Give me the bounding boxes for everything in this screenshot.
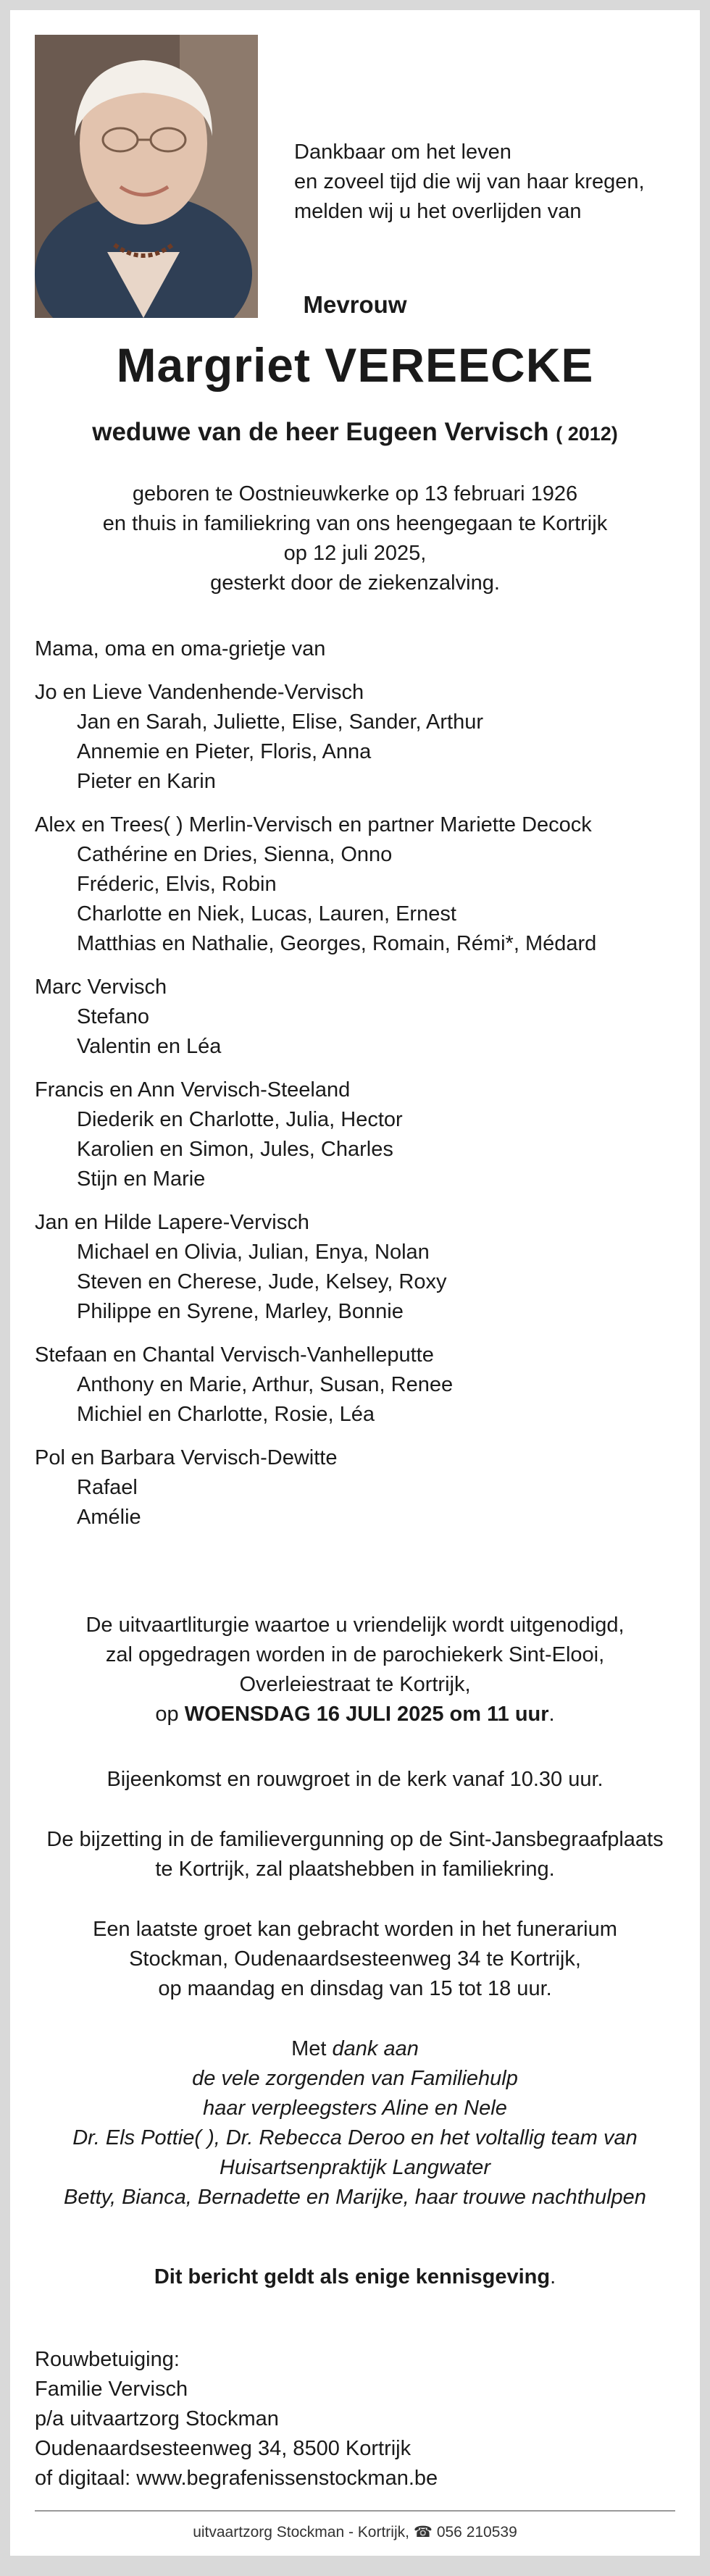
thanks-line: de vele zorgenden van Familiehulp [192,2067,518,2090]
intro-line: en zoveel tijd die wij van haar kregen, [294,170,645,193]
condolences-line: Familie Vervisch [35,2378,188,2401]
family-member: Jan en Sarah, Juliette, Elise, Sander, Arthur [77,710,483,734]
birth-line: en thuis in familiekring van ons heengegaan te Kortrijk [102,512,608,535]
widow-line [10,418,700,447]
family-member: Matthias en Nathalie, Georges, Romain, Rémi*, Médard [77,932,597,955]
birth-line: gesterkt door de ziekenzalving. [210,571,500,595]
family-group-head: Marc Vervisch [35,976,167,999]
funeral-date-bold: WOENSDAG 16 JULI 2025 om 11 uur [184,1703,549,1726]
family-member: Anthony en Marie, Arthur, Susan, Renee [77,1373,454,1396]
thanks-line: haar verpleegsters Aline en Nele [203,2097,507,2120]
family-member: Michael en Olivia, Julian, Enya, Nolan [77,1241,430,1264]
widow-text: weduwe van de heer Eugeen Vervisch [92,418,549,446]
honorific: Mevrouw [303,291,407,318]
thanks-line: Dr. Els Pottie( ), Dr. Rebecca Deroo en het voltallig team van [72,2126,638,2149]
family-member: Stefano [77,1005,149,1028]
thanks-line: Huisartsenpraktijk Langwater [220,2156,490,2179]
funeral-line: zal opgedragen worden in de parochiekerk Sint-Elooi, [105,1643,605,1666]
thanks-lead [10,2034,700,2064]
obituary-card [10,10,700,2556]
notice-line [10,2265,700,2289]
phone-icon: ☎ [413,2524,433,2541]
family-member: Steven en Cherese, Jude, Kelsey, Roxy [77,1270,447,1293]
portrait-photo [35,35,258,318]
family-member: Charlotte en Niek, Lucas, Lauren, Ernest [77,902,456,926]
family-member: Diederik en Charlotte, Julia, Hector [77,1108,403,1131]
deceased-name: Margriet VEREECKE [116,338,594,392]
birth-death-details [10,479,700,598]
family-member: Stijn en Marie [77,1167,206,1191]
family-group-head: Jo en Lieve Vandenhende-Vervisch [35,681,364,704]
thanks-line: Betty, Bianca, Bernadette en Marijke, haar trouwe nachthulpen [64,2186,646,2209]
footer-divider [35,2510,675,2512]
family-group-head: Jan en Hilde Lapere-Vervisch [35,1211,309,1234]
family-member: Amélie [77,1506,141,1529]
widow-year: ( 2012) [556,423,618,445]
thanks-lead-italic: dank aan [332,2037,419,2060]
family-member: Annemie en Pieter, Floris, Anna [77,740,372,763]
condolences-line: Oudenaardsesteenweg 34, 8500 Kortrijk [35,2437,412,2460]
family-group [35,678,687,797]
family-group-head: Francis en Ann Vervisch-Steeland [35,1078,351,1102]
footer-phone: 056 210539 [436,2524,517,2541]
footer [10,2523,700,2541]
family-group [35,1443,687,1532]
footer-text: uitvaartzorg Stockman - Kortrijk, [193,2524,409,2541]
condolences-line: of digitaal: www.begrafenissenstockman.be [35,2467,438,2490]
funeral-details [10,1611,700,1729]
family-group-head: Alex en Trees( ) Merlin-Vervisch en partner Mariette Decock [35,813,592,836]
family-group-head: Pol en Barbara Vervisch-Dewitte [35,1446,338,1469]
funeral-line: De uitvaartliturgie waartoe u vriendelijk wordt uitgenodigd, [85,1614,625,1637]
family-member: Pieter en Karin [77,770,216,793]
family-member: Philippe en Syrene, Marley, Bonnie [77,1300,404,1323]
family-member: Michiel en Charlotte, Rosie, Léa [77,1403,375,1426]
condolences-line: Rouwbetuiging: [35,2348,180,2371]
notice-text: Dit bericht geldt als enige kennisgeving [154,2265,551,2288]
family-member: Fréderic, Elvis, Robin [77,873,277,896]
farewell-line: Een laatste groet kan gebracht worden in het funerarium [93,1918,617,1941]
notice-end: . [550,2265,556,2288]
farewell-line: op maandag en dinsdag van 15 tot 18 uur. [158,1977,552,2000]
thanks-lead-text: Met [291,2037,327,2060]
funeral-date-prefix: op [155,1703,179,1726]
family-member: Rafael [77,1476,138,1499]
burial-line: te Kortrijk, zal plaatshebben in familiekring. [155,1858,555,1881]
family-group [35,1075,687,1194]
birth-line: geboren te Oostnieuwkerke op 13 februari 1926 [132,482,578,505]
gathering-line: Bijeenkomst en rouwgroet in de kerk vanaf 10.30 uur. [106,1768,604,1791]
condolences-block [35,2345,438,2493]
family-member: Cathérine en Dries, Sienna, Onno [77,843,393,866]
funeral-line: Overleiestraat te Kortrijk, [239,1673,471,1696]
burial-line: De bijzetting in de familievergunning op de Sint-Jansbegraafplaats [46,1828,664,1851]
birth-line: op 12 juli 2025, [283,542,427,565]
family-group [35,810,687,959]
intro-line: melden wij u het overlijden van [294,200,582,223]
condolences-line: p/a uitvaartzorg Stockman [35,2407,279,2430]
thanks-section [10,2034,700,2212]
funeral-date [10,1700,700,1729]
burial-details [10,1825,700,1884]
family-member: Valentin en Léa [77,1035,222,1058]
family-list [35,634,687,1546]
family-group [35,973,687,1062]
family-group [35,1208,687,1327]
funeral-date-suffix: . [548,1703,555,1726]
farewell-line: Stockman, Oudenaardsesteenweg 34 te Kortrijk, [129,1947,581,1971]
family-group-head: Stefaan en Chantal Vervisch-Vanhelleputte [35,1343,434,1367]
family-group [35,1341,687,1430]
family-lead: Mama, oma en oma-grietje van [35,637,326,660]
intro-line: Dankbaar om het leven [294,140,511,164]
intro-text [294,138,671,227]
farewell-details [10,1915,700,2004]
family-member: Karolien en Simon, Jules, Charles [77,1138,393,1161]
